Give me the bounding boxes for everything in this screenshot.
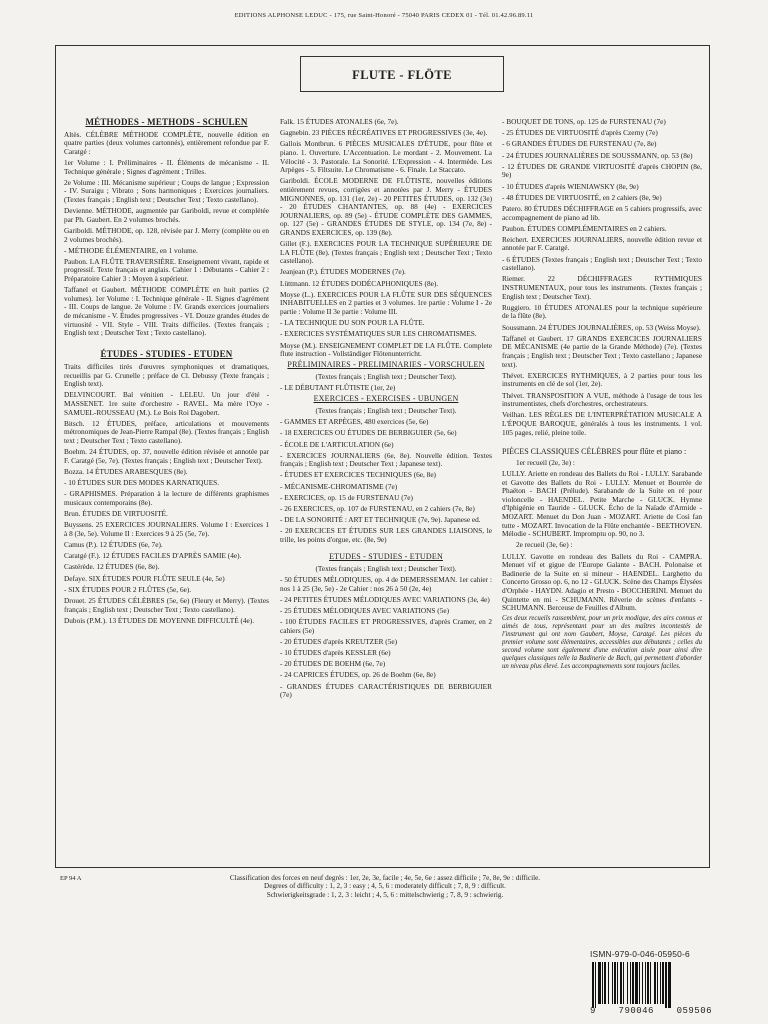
prelim-entry: - LE DÉBUTANT FLÛTISTE (1er, 2e) <box>280 383 396 393</box>
etudes2-list <box>280 576 492 700</box>
etudes-entry: Defaye. SIX ÉTUDES POUR FLÛTE SEULE (4e, 5e) <box>64 573 225 583</box>
col2-entry: - LA TECHNIQUE DU SON POUR LA FLÛTE. <box>280 318 425 328</box>
barcode-bar <box>623 962 624 1004</box>
barcode-bar <box>612 962 613 1004</box>
methods-list <box>64 131 269 338</box>
etudes2-entry: - 50 ÉTUDES MÉLODIQUES, op. 4 de DEMERSSEMAN. 1er cahier : nos 1 à 25 (3e, 5e) - 2e Cahier : nos 26 à 50 (2e, 4e) <box>280 574 492 593</box>
catalog-code: EP 94 A <box>60 875 82 882</box>
col3-entry: Patero. 80 ÉTUDES DÉCHIFFRAGE en 5 cahiers progressifs, avec accompagnement de piano ad lib. <box>502 203 702 222</box>
methods-entry: Taffanel et Gaubert. MÉTHODE COMPLÈTE en huit parties (2 volumes). 1er Volume : I. Technique générale - II. Signes d'agrément - III. Coups de langue. 2e Volume : IV. Grands exercices journaliers de mécanisme - V. Études progressives - VI. Douze grandes études de virtuosité - VII. Style - VIII. Traits difficiles. (Textes français ; English text ; Deutscher Text ; Texto castellano). <box>64 285 269 338</box>
etudes2-entry: - 25 ÉTUDES MÉLODIQUES AVEC VARIATIONS (5e) <box>280 605 450 615</box>
difficulty-legend-en: Degrees of difficulty : 1, 2, 3 : easy ; 4, 5, 6 : moderately difficult ; 7, 8, 9 : difficult. <box>264 882 506 891</box>
methods-entry: 1er Volume : I. Préliminaires - II. Éléments de mécanisme - II. Technique générale ; Signes d'agrément ; Trilles. <box>64 157 269 176</box>
recueil1-text: LULLY. Ariette en rondeau des Ballets du Roi - LULLY. Sarabande et Gavotte des Ballets du Roi - LULLY. Menuet et Bourrée de Phaëton - BACH (Prélude). Sarabande de la Suite en ré pour violoncelle - HAENDEL. Petite Marche - GLUCK. Hymne d'Iphigénie en Tauride - GLUCK. Écho de la Naïade d'Armide - MOZART. Menuet du Don Juan - MOZART. Ariette de Così fan tutte - MOZART. Invocation de la Flûte enchantée - BEETHOVEN. Mélodie - SCHUBERT. Impromptu op. 90, no 3. <box>502 469 702 539</box>
exercices-entry: - 26 EXERCICES, op. 107 de FURSTENAU, en 2 cahiers (7e, 8e) <box>280 504 475 514</box>
etudes2-entry: - 20 ÉTUDES DE BOEHM (6e, 7e) <box>280 659 386 669</box>
ismn-number: ISMN-979-0-046-05950-6 <box>590 949 690 959</box>
etudes-entry: Buyssens. 25 EXERCICES JOURNALIERS. Volume I : Exercices 1 à 8 (3e, 5e). Volume II : Exercices 9 à 25 (5e, 7e). <box>64 520 269 538</box>
difficulty-legend <box>170 874 600 899</box>
methods-entry: Paubon. LA FLÛTE TRAVERSIÈRE. Enseignement vivant, rapide et progressif. Texte français et anglais. Cahier 1 : Débutants - Cahier 2 : Préparatoire Cahier 3 : Moyen à supérieur. <box>64 256 269 284</box>
etudes-entry: - 10 ÉTUDES SUR DES MODES KARNATIQUES. <box>64 478 220 488</box>
barcode-bar <box>635 962 638 1004</box>
exercices-entry: - 20 EXERCICES ET ÉTUDES SUR LES GRANDES LIAISONS, le trille, les points d'orgue, etc. (8e, 9e) <box>280 526 492 544</box>
methods-entry: - MÉTHODE ÉLÉMENTAIRE, en 1 volume. <box>64 245 198 255</box>
col3-entry: Riemer. 22 DÉCHIFFRAGES RYTHMIQUES INSTRUMENTAUX, pour tous les instruments. (Textes français ; English text ; Deutscher Text). <box>502 274 702 301</box>
etudes-list <box>64 363 269 625</box>
col3-list <box>502 118 702 437</box>
publisher-line: EDITIONS ALPHONSE LEDUC - 175, rue Saint-Honoré - 75040 PARIS CEDEX 01 - Tél. 01.42.96.89.11 <box>234 12 534 19</box>
etudes-heading: ÉTUDES - STUDIES - ETUDEN <box>100 349 233 360</box>
barcode-bar <box>647 962 649 1004</box>
col3-entry: Veilhan. LES RÈGLES DE L'INTERPRÉTATION MUSICALE A L'ÉPOQUE BAROQUE, généralés à tous les instruments. 1 vol. 105 pages, relié, pleine toile. <box>502 410 702 437</box>
barcode-bar <box>617 962 618 1004</box>
col2-entry: Gallois Montbrun. 6 PIÈCES MUSICALES D'ÉTUDE, pour flûte et piano. 1. Ouverture. L'Accentuation. Le mordant - 2. Mouvement. La Vélocité - 3. Pastorale. La Sonorité. L'Expression - 4. Intermède. Les Arpèges - 5. Filtsuite. Le Chromatisme - 6. Finale. Le Staccato. <box>280 139 492 175</box>
col3-entry: Taffanel et Gaubert. 17 GRANDS EXERCICES JOURNALIERS DE MÉCANISME (4e partie de la Grande Méthode) (7e). (Textes français ; English text ; Deutscher Text ; Texto castellano ; Japanese text). <box>502 333 702 369</box>
etudes-entry: Bozza. 14 ÉTUDES ARABESQUES (8e). <box>64 466 188 476</box>
methods-entry: Devienne. MÉTHODE, augmentée par Gariboldi, revue et complétée par Ph. Gaubert. En 2 volumes brochés. <box>64 206 269 224</box>
prelim-heading: PRÉLIMINAIRES - PRELIMINARIES - VORSCHULEN <box>287 360 485 370</box>
col2-entry: Gariboldi. ÉCOLE MODERNE DE FLÛTISTE, nouvelles éditions entièrement revues, corrigées et annotées par J. Merry - ÉTUDES MIGNONNES, op. 131 (1er, 2e) - 20 PETITES ÉTUDES, op. 132 (3e) - 20 ÉTUDES CHANTANTES, op. 88 (4e) - EXERCICES JOURNALIERS, op. 89 (5e) - ÉTUDE COMPLÈTE DES GAMMES, op. 127 (5e) - GRANDES ÉTUDES DE STYLE, op. 134 (7e, 8e) - GRANDS EXERCICES, op. 139 (8e). <box>280 176 492 237</box>
exercices-entry: - ÉCOLE DE L'ARTICULATION (6e) <box>280 439 394 449</box>
etudes-entry: Bitsch. 12 ÉTUDES, préface, articulations et mouvements métronomiques de Jean-Pierre Rampal (8e). (Textes français ; English text ; Deutscher Text ; Texto castellano). <box>64 418 269 445</box>
etudes-entry: Brun. ÉTUDES DE VIRTUOSITÉ. <box>64 509 168 519</box>
exercices-heading: EXERCICES - EXERCISES - UBUNGEN <box>313 394 459 404</box>
etudes-entry: DELVINCOURT. Bal vénitien - LELEU. Un jour d'été - MASSENET. 1re suite d'orchestre - RAVEL. Ma mère l'Oye - SAMUEL-ROUSSEAU (M.). Le Bois Roi Dagobert. <box>64 390 269 417</box>
col3-entry: - 10 ÉTUDES d'après WIENIAWSKY (8e, 9e) <box>502 181 639 191</box>
methods-entry: Altès. CÉLÈBRE MÉTHODE COMPLÈTE, nouvelle édition en quatre parties (deux volumes cartonnés), entièrement refondue par F. Caratgé : <box>64 129 269 156</box>
barcode-digit-group: 790046 <box>618 1006 654 1016</box>
etudes2-heading: ETUDES - STUDIES - ETUDEN <box>329 552 443 562</box>
barcode-bar <box>657 962 658 1004</box>
etudes-entry: Boehm. 24 ÉTUDES, op. 37, nouvelle édition révisée et annotée par F. Caratgé (5e, 7e). (Textes français ; English text ; Deutscher Text). <box>64 447 269 465</box>
barcode-bar <box>630 962 631 1004</box>
col3-entry: - 24 ÉTUDES JOURNALIÈRES DE SOUSSMANN, op. 53 (8e) <box>502 150 693 160</box>
methods-heading: MÉTHODES - METHODS - SCHULEN <box>85 117 248 127</box>
pieces-note: Ces deux recueils rassemblent, pour un prix modique, des airs connus et aimés de tous, représentant pour un des maîtres incontestés de l'instrument qui ont nom Gaubert, Moyse, Caratgé. Les pièces du premier volume sont élémentaires, accessibles aux débutants ; celles du second volume sont également d'une exécution aisée pour ainsi dire quelques classiques telle la Badinerie de Bach, qui permettent d'aborder un niveau plus élevé. Les accompagnements sont toujours faciles. <box>502 615 702 671</box>
etudes-entry: Camus (P.). 12 ÉTUDES (6e, 7e). <box>64 540 163 550</box>
col3-entry: - 6 GRANDES ÉTUDES DE FURSTENAU (7e, 8e) <box>502 139 657 149</box>
col2-entry: Jeanjean (P.). ÉTUDES MODERNES (7e). <box>280 267 406 277</box>
recueil1-heading: 1er recueil (2e, 3e) : <box>516 457 575 467</box>
exercices-list <box>280 418 492 544</box>
etudes2-texts: (Textes français ; English text ; Deutscher Text). <box>315 563 457 573</box>
barcode-bar <box>642 962 643 1004</box>
col2-entry: Moyse (M.). ENSEIGNEMENT COMPLET DE LA FLÛTE. Complete flute instruction - Vollständiger Flötenunterricht. <box>280 340 492 359</box>
col3-entry: - BOUQUET DE TONS, op. 125 de FURSTENAU (7e) <box>502 117 666 126</box>
exercices-entry: - EXERCICES, op. 15 de FURSTENAU (7e) <box>280 492 413 502</box>
col2-entry: Moyse (L.). EXERCICES POUR LA FLÛTE SUR DES SÉQUENCES INHABITUELLES en 2 parties et 3 volumes. 1re partie : Volume I - 2e partie : Volume II 3e partie : Volume III. <box>280 289 492 317</box>
exercices-entry: - 18 EXERCICES OU ÉTUDES DE BERBIGUIER (5e, 6e) <box>280 428 457 438</box>
col2-entry: Gagnebin. 23 PIÈCES RÉCRÉATIVES ET PROGRESSIVES (3e, 4e). <box>280 128 488 138</box>
col3-entry: - 48 ÉTUDES DE VIRTUOSITÉ, en 2 cahiers (8e, 9e) <box>502 192 662 202</box>
barcode-bar <box>639 962 640 1004</box>
col3-entry: - 6 ÉTUDES (Textes français ; English text ; Deutscher Text ; Texto castellano). <box>502 254 702 273</box>
etudes2-entry: - 100 ÉTUDES FACILES ET PROGRESSIVES, d'après Cramer, en 2 cahiers (5e) <box>280 617 492 635</box>
methods-entry: 2e Volume : III. Mécanisme supérieur ; Coups de langue ; Expression - IV. Suraigu ; Vibrato ; Sons harmoniques ; Exercices journaliers. (Textes français ; English text ; Deutscher Text ; Texto castellano). <box>64 177 269 204</box>
exercices-texts: (Textes français ; English text ; Deutscher Text). <box>315 405 457 415</box>
prelim-texts: (Textes français ; English text ; Deutscher Text). <box>315 371 457 381</box>
etudes2-entry: - 24 PETITES ÉTUDES MÉLODIQUES AVEC VARIATIONS (3e, 4e) <box>280 594 490 604</box>
exercices-entry: - DE LA SONORITÉ : ART ET TECHNIQUE (7e, 9e). Japanese ed. <box>280 515 481 525</box>
barcode-bar <box>665 962 667 1008</box>
difficulty-legend-de: Schwierigkeitsgrade : 1, 2, 3 : leicht ; 4, 5, 6 : mittelschwierig ; 7, 8, 9 : schwierig. <box>266 890 504 899</box>
column-methods-etudes <box>64 118 269 628</box>
barcode-bar <box>660 962 661 1004</box>
etudes2-entry: - 10 ÉTUDES d'après KESSLER (6e) <box>280 648 391 658</box>
col2-entry: Lüttmann. 12 ÉTUDES DODÉCAPHONIQUES (8e). <box>280 278 439 288</box>
barcode-bar <box>662 962 664 1004</box>
exercices-entry: - EXERCICES JOURNALIERS (6e, 8e). Nouvelle édition. Textes français ; English text ; Deutscher Text ; Japanese text). <box>280 450 492 469</box>
exercices-entry: - ÉTUDES ET EXERCICES TECHNIQUES (6e, 8e) <box>280 470 436 480</box>
recueil2-text: LULLY. Gavotte en rondeau des Ballets du Roi - CAMPRA. Menuet vif et gigue de l'Europe Galante - BACH. Polonaise et Badinerie de la Suite en si mineur - HAENDEL. Larghetto du Concerto Grosso op. 6, no 12 - GLUCK. Scène des Champs Élysées d'Orphée - HAYDN. Adagio et Presto - BOCCHERINI. Menuet du Quintette en mi - SCHUMANN. Rêverie de scènes d'enfants - SCHUMANN. Berceuse de Feuilles d'Album. <box>502 551 702 613</box>
etudes-entry: Castérède. 12 ÉTUDES (6e, 8e). <box>64 562 160 572</box>
barcode-bar <box>598 962 601 1004</box>
difficulty-legend-fr: Classification des forces en neuf degrés : 1er, 2e, 3e, facile ; 4e, 5e, 6e : assez difficile ; 7e, 8e, 9e : difficile. <box>229 874 541 882</box>
exercices-entry: - GAMMES ET ARPÈGES, 480 exercices (5e, 6e) <box>280 417 429 427</box>
column-middle <box>280 118 492 702</box>
etudes2-entry: - 24 CAPRICES ÉTUDES, op. 26 de Boehm (6e, 8e) <box>280 670 436 680</box>
barcode-digit-group: 059506 <box>676 1006 712 1016</box>
col3-entry: - 12 ÉTUDES DE GRANDE VIRTUOSITÉ d'après CHOPIN (8e, 9e) <box>502 161 702 180</box>
etudes-entry: Drouet. 25 ÉTUDES CÉLÈBRES (5e, 6e) (Fleury et Merry). (Textes français ; English text ; Deutscher Text ; Texto castellano). <box>64 595 269 614</box>
etudes-entry: - SIX ÉTUDES POUR 2 FLÛTES (5e, 6e). <box>64 584 192 594</box>
barcode-bar <box>602 962 603 1004</box>
barcode-bar <box>595 962 596 1008</box>
col3-entry: Thévet. TRANSPOSITION A VUE, méthode à l'usage de tous les instrumentistes, chefs d'orchestres, orchestrateurs. <box>502 390 702 409</box>
etudes-entry: Traits difficiles tirés d'œuvres symphoniques et dramatiques, recueillis par G. Crunelle ; préface de Cl. Debussy (Texte français ; English text). <box>64 362 269 389</box>
etudes-entry: Dubois (P.M.). 13 ÉTUDES DE MOYENNE DIFFICULTÉ (4e). <box>64 615 255 625</box>
barcode-bar <box>627 962 628 1004</box>
barcode-bar <box>668 962 671 1008</box>
barcode-bar <box>645 962 646 1004</box>
barcode-bar <box>608 962 609 1004</box>
recueil2-heading: 2e recueil (3e, 6e) : <box>516 540 573 550</box>
catalog-title: FLUTE - FLÖTE <box>300 56 504 92</box>
etudes-entry: Caratgé (F.). 12 ÉTUDES FACILES D'APRÈS SAMIE (4e). <box>64 551 242 561</box>
barcode-bar <box>592 962 594 1008</box>
etudes2-entry: - 20 ÉTUDES d'après KREUTZER (5e) <box>280 636 398 646</box>
col3-entry: - 25 ÉTUDES DE VIRTUOSITÉ d'après Czerny (7e) <box>502 128 658 138</box>
barcode-bar <box>632 962 634 1004</box>
col2-list <box>280 118 492 359</box>
barcode-digit-group: 9 <box>590 1006 596 1016</box>
etudes-entry: - GRAPHISMES. Préparation à la lecture de différents graphismes musicaux contemporains (8e). <box>64 489 269 507</box>
barcode-bar <box>620 962 622 1004</box>
col3-entry: Ruggiero. 10 ÉTUDES ATONALES pour la technique supérieure de la flûte (8e). <box>502 302 702 321</box>
col2-entry: Gillet (F.). EXERCICES POUR LA TECHNIQUE SUPÉRIEURE DE LA FLÛTE (8e). (Textes français ; English text ; Deutscher Text ; Texto castellano). <box>280 239 492 266</box>
etudes2-entry: - GRANDES ÉTUDES CARACTÉRISTIQUES DE BERBIGUIER (7e) <box>280 681 492 700</box>
column-right <box>502 118 702 674</box>
barcode-bar <box>654 962 656 1004</box>
barcode-bar <box>650 962 651 1004</box>
col2-entry: Falk. 15 ÉTUDES ATONALES (6e, 7e). <box>280 117 399 126</box>
methods-entry: Gariboldi. MÉTHODE, op. 128, révisée par J. Merry (complète ou en 2 volumes brochés). <box>64 225 269 244</box>
col3-entry: Thévet. EXERCICES RYTHMIQUES, à 2 parties pour tous les instruments en clé de sol (1er, 2e). <box>502 370 702 389</box>
col2-entry: - EXERCICES SYSTÉMATIQUES SUR LES CHROMATISMES. <box>280 329 477 339</box>
col3-entry: Soussmann. 24 ÉTUDES JOURNALIÈRES, op. 53 (Weiss Moyse). <box>502 322 701 332</box>
exercices-entry: - MÉCANISME-CHROMATISME (7e) <box>280 481 398 491</box>
col3-entry: Reichert. EXERCICES JOURNALIERS, nouvelle édition revue et annotée par F. Caratgé. <box>502 234 702 253</box>
barcode-digits <box>590 1006 712 1016</box>
barcode-bar <box>614 962 616 1004</box>
col3-entry: Paubon. ÉTUDES COMPLÉMENTAIRES en 2 cahiers. <box>502 223 667 233</box>
pieces-heading: PIÈCES CLASSIQUES CÉLÈBRES pour flûte et piano : <box>502 446 687 456</box>
barcode-bar <box>604 962 606 1004</box>
